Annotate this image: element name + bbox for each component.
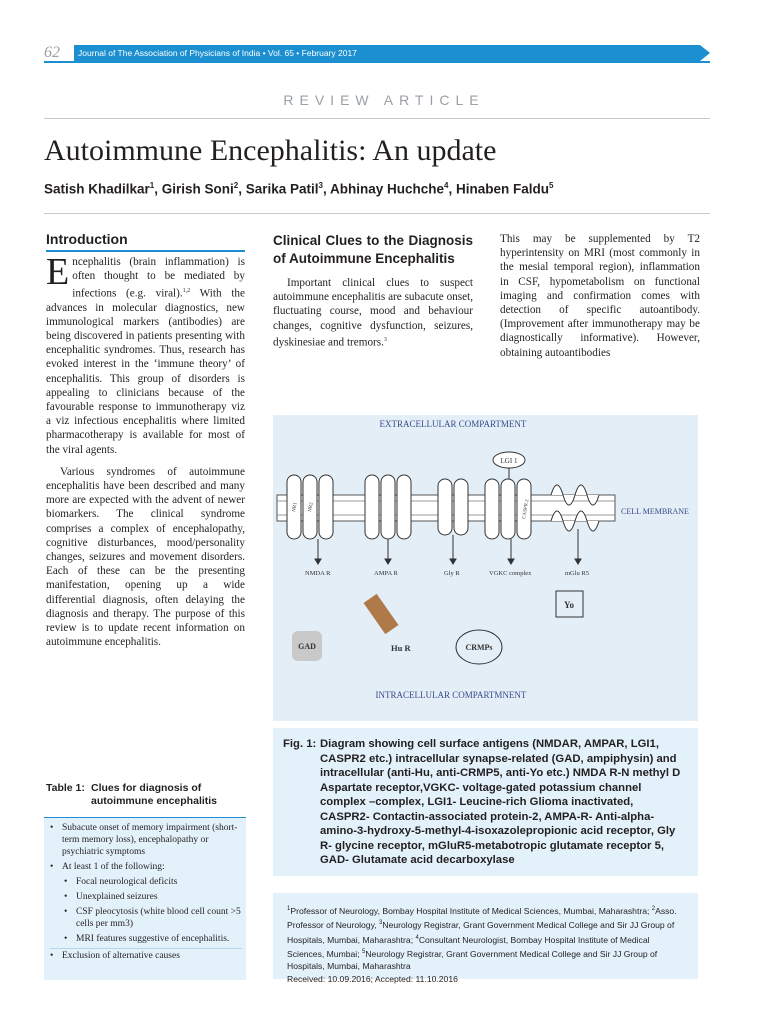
clinical-clues-heading: Clinical Clues to the Diagnosis of Autoimmune Encephalitis	[273, 233, 473, 266]
table-label: Table 1:	[46, 782, 85, 794]
extracellular-label: EXTRACELLULAR COMPARTMENT	[379, 419, 527, 429]
mglu-label: mGlu R5	[565, 570, 590, 577]
section-rule	[44, 118, 710, 119]
intracellular-label: INTRACELLULAR COMPARTMNENT	[375, 690, 527, 700]
section-tag: REVIEW ARTICLE	[283, 92, 485, 108]
citation: 3	[383, 336, 387, 343]
hu-r-label: Hu R	[391, 643, 411, 653]
figure-caption	[273, 728, 698, 876]
nmda-label: NMDA R	[305, 570, 331, 577]
gad-label: GAD	[298, 642, 316, 651]
author-list: Satish Khadilkar$^1$, Girish Soni$^2$, Sarika Patil$^3$, Abhinay Huchche$^4$, Hinaben Faldu$^5$	[44, 181, 554, 197]
intro-text-rest: With the advances in molecular diagnostics, new immunological markers (antibodies) are being discovered in patients presenting with encephalitic syndromes. Thus, research has evoked interest in the ‘immune theory’ of encephalitis. This group of disorders is appealing to clinicians because of the favourable response to immunotherapy viz a viz infectious encephalitis where limited pharmacotherapy is available for most of the viral agents.	[46, 287, 245, 456]
gly-label: Gly R	[444, 570, 460, 577]
affil-text: Neurology Registrar, Grant Government Medical College and Sir JJ Group of Hospitals, Mumbai, Maharashtra	[287, 948, 658, 972]
author-affil: 2	[233, 181, 239, 190]
author-affil: 3	[318, 181, 323, 190]
author-name: Satish Khadilkar	[44, 181, 150, 197]
author-name: Abhinay Huchche	[330, 181, 445, 197]
figure-diagram	[273, 415, 698, 721]
figure-label: Fig. 1:	[283, 738, 317, 750]
author-affil: 4	[444, 181, 449, 190]
table-subitem: • Focal neurological deficits	[50, 876, 242, 888]
citation: 1,2	[182, 287, 191, 294]
author-affil: 1	[149, 181, 155, 190]
table-item: • Subacute onset of memory impairment (short-term memory loss), encephalopathy or psychiatric symptoms	[50, 822, 242, 858]
affiliations-footnote	[273, 893, 698, 984]
column-three	[500, 232, 700, 360]
intro-paragraph-1	[46, 251, 245, 457]
table-subitem: • MRI features suggestive of encephalitis.	[50, 933, 242, 945]
table-subitem: • Unexplained seizures	[50, 891, 242, 903]
affil-sup: 5	[362, 949, 366, 956]
author-name: Sarika Patil	[245, 181, 319, 197]
table-caption	[46, 782, 245, 808]
article-title: Autoimmune Encephalitis: An update	[44, 134, 497, 167]
affil-sup: 1	[287, 906, 291, 912]
affil-sup: 3	[379, 920, 383, 927]
table-title: Clues for diagnosis of autoimmune encephalitis	[91, 782, 218, 807]
table-item: • Exclusion of alternative causes	[50, 948, 242, 962]
column-introduction	[46, 232, 245, 649]
affil-text: Neurology Registrar, Grant Government Medical College and Sir JJ Group of Hospitals, Mumbai, Maharashtra;	[287, 920, 675, 945]
clues-text: Important clinical clues to suspect autoimmune encephalitis are subacute onset, fluctuating course, mood and behaviour changes, cognitive dysfunction, seizures, dyskinesiae and tremors.	[273, 277, 473, 349]
col3-paragraph: This may be supplemented by T2 hyperintensity on MRI (most commonly in the mesial temporal region), inflammation in CSF, hypometabolism on functional imaging and confirmation comes with detection of specific autoantibody. (Improvement after immunotherapy may be diagnostically informative). However, obtaining autoantibodies	[500, 233, 700, 359]
author-affil: 5	[549, 181, 554, 190]
author-name: Hinaben Faldu	[456, 181, 550, 197]
journal-header-tip	[700, 45, 710, 61]
journal-header-bar: Journal of The Association of Physicians of India • Vol. 65 • February 2017	[74, 45, 700, 61]
author-name: Girish Soni	[161, 181, 234, 197]
ampa-receptor	[365, 475, 411, 539]
introduction-heading: Introduction	[46, 232, 245, 252]
cell-membrane-diagram	[273, 415, 698, 721]
affil-text: Professor of Neurology, Bombay Hospital Institute of Medical Sciences, Mumbai, Maharashtra;	[290, 905, 652, 916]
page-number: 62	[44, 44, 60, 61]
affil-sup: 4	[415, 934, 419, 941]
title-rule	[44, 213, 710, 214]
table-subitem: • CSF pleocytosis (white blood cell count >5 cells per mm3)	[50, 906, 242, 930]
ampa-label: AMPA R	[374, 570, 398, 577]
affil-text: Asso. Professor of Neurology,	[287, 905, 677, 931]
cell-membrane-label: CELL MEMBRANE	[621, 507, 689, 516]
lgi1-label: LGI 1	[500, 457, 518, 465]
clues-paragraph	[273, 276, 473, 350]
affil-sup: 2	[651, 906, 656, 912]
header-rule	[44, 61, 710, 63]
intro-paragraph-2: Various syndromes of autoimmune encephalitis have been described and many more are expected with the advent of newer biomarkers. The clinical syndrome comprises a complex of encephalopathy, cognitive disturbances, mood/personality changes, seizures and movement disorders. Each of these can be the presenting manifestation, opening up a wide differential diagnosis, often delaying the diagnosis and therapy. The purpose of this review is to update recent information on autoimmune encephalitis.	[46, 465, 245, 649]
figure-caption-text: Diagram showing cell surface antigens (NMDAR, AMPAR, LGI1, CASPR2 etc.) intracellular synapse-related (GAD, ampiphysin) and intracellular (anti-Hu, anti-CRMP5, anti-Yo etc.) NMDA R-N methyl D Aspartate receptor,VGKC- voltage-gated potassium channel complex –complex, LGI1- Leucine-rich Glioma inactivated, CASPR2- Contactin-associated protein-2, AMPA-R- Anti-alpha-amino-3-hydroxy-5-methyl-4-isoxazolepropionic acid receptor, Gly R- glycine receptor, mGluR5-metabotropic glutamate receptor 5, GAD- Glutamate acid decarboxylase	[320, 738, 681, 866]
received-accepted: Received: 10.09.2016; Accepted: 11.10.2016	[287, 973, 458, 984]
drop-cap: E	[46, 251, 70, 294]
nr1-label: NR1	[292, 502, 299, 513]
column-clinical-clues	[273, 232, 473, 350]
yo-label: Yo	[563, 600, 575, 610]
nr2-label: NR2	[308, 502, 315, 513]
affil-text: Consultant Neurologist, Bombay Hospital Institute of Medical Sciences, Mumbai;	[287, 934, 650, 959]
hu-r-shape	[364, 594, 399, 634]
table-clues	[44, 817, 246, 980]
table-item: • At least 1 of the following:	[50, 861, 242, 873]
caspr2-label: CASPR 2	[522, 499, 531, 520]
intro-text: ncephalitis (brain inflammation) is often thought to be mediated by infections (e.g. viral).	[72, 256, 245, 300]
vgkc-label: VGKC complex	[489, 570, 532, 577]
crmps-label: CRMPs	[465, 643, 493, 652]
